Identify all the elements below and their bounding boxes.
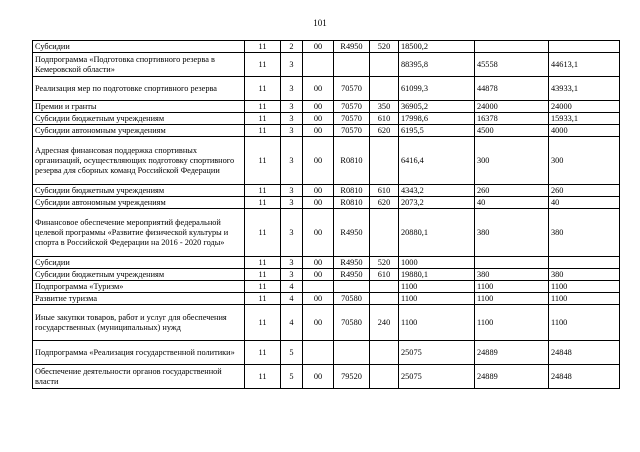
cell-name: Подпрограмма «Реализация государственной политики» (33, 341, 245, 365)
cell-expense-type (370, 365, 399, 389)
cell-amount-year1: 1100 (399, 293, 475, 305)
cell-section: 11 (245, 125, 281, 137)
cell-amount-year3: 380 (549, 269, 620, 281)
cell-program: 00 (303, 41, 334, 53)
table-row (33, 365, 620, 389)
cell-name: Иные закупки товаров, работ и услуг для обеспечения государственных (муниципальных) нужд (33, 305, 245, 341)
cell-amount-year1: 20880,1 (399, 209, 475, 257)
cell-section: 11 (245, 365, 281, 389)
table-row (33, 341, 620, 365)
cell-amount-year1: 61099,3 (399, 77, 475, 101)
cell-amount-year1: 4343,2 (399, 185, 475, 197)
table-row (33, 269, 620, 281)
cell-name: Субсидии бюджетным учреждениям (33, 113, 245, 125)
cell-amount-year1: 36905,2 (399, 101, 475, 113)
cell-expense-type: 610 (370, 113, 399, 125)
cell-section: 11 (245, 41, 281, 53)
cell-section: 11 (245, 269, 281, 281)
cell-section: 11 (245, 113, 281, 125)
cell-amount-year1: 1100 (399, 305, 475, 341)
cell-article: 70570 (334, 113, 370, 125)
cell-program: 00 (303, 257, 334, 269)
cell-expense-type (370, 209, 399, 257)
cell-name: Обеспечение деятельности органов государственной власти (33, 365, 245, 389)
cell-article: R4950 (334, 257, 370, 269)
cell-amount-year2: 380 (475, 269, 549, 281)
cell-amount-year2: 1100 (475, 293, 549, 305)
table-row (33, 137, 620, 185)
cell-program (303, 341, 334, 365)
cell-subsection: 5 (281, 365, 303, 389)
cell-article (334, 53, 370, 77)
cell-amount-year3: 15933,1 (549, 113, 620, 125)
cell-amount-year1: 19880,1 (399, 269, 475, 281)
cell-amount-year3: 40 (549, 197, 620, 209)
cell-article: R4950 (334, 41, 370, 53)
cell-amount-year2: 24000 (475, 101, 549, 113)
cell-subsection: 5 (281, 341, 303, 365)
cell-amount-year2: 300 (475, 137, 549, 185)
cell-expense-type: 520 (370, 257, 399, 269)
cell-section: 11 (245, 185, 281, 197)
cell-name: Подпрограмма «Подготовка спортивного резерва в Кемеровской области» (33, 53, 245, 77)
cell-section: 11 (245, 77, 281, 101)
cell-amount-year1: 2073,2 (399, 197, 475, 209)
cell-amount-year1: 18500,2 (399, 41, 475, 53)
cell-section: 11 (245, 101, 281, 113)
cell-amount-year3: 24848 (549, 341, 620, 365)
cell-expense-type: 240 (370, 305, 399, 341)
table-row (33, 77, 620, 101)
cell-program: 00 (303, 293, 334, 305)
cell-amount-year1: 6195,5 (399, 125, 475, 137)
cell-section: 11 (245, 281, 281, 293)
cell-article (334, 341, 370, 365)
cell-article: 70570 (334, 125, 370, 137)
cell-amount-year1: 88395,8 (399, 53, 475, 77)
cell-amount-year2: 380 (475, 209, 549, 257)
cell-article (334, 281, 370, 293)
table-row (33, 293, 620, 305)
cell-amount-year1: 1100 (399, 281, 475, 293)
cell-amount-year3: 1100 (549, 305, 620, 341)
cell-expense-type (370, 137, 399, 185)
cell-amount-year2: 45558 (475, 53, 549, 77)
cell-subsection: 3 (281, 101, 303, 113)
cell-amount-year3: 4000 (549, 125, 620, 137)
cell-expense-type: 620 (370, 197, 399, 209)
cell-subsection: 3 (281, 113, 303, 125)
cell-expense-type (370, 77, 399, 101)
cell-amount-year2: 44878 (475, 77, 549, 101)
cell-amount-year1: 6416,4 (399, 137, 475, 185)
cell-name: Субсидии (33, 257, 245, 269)
cell-name: Субсидии (33, 41, 245, 53)
cell-expense-type: 610 (370, 185, 399, 197)
cell-subsection: 2 (281, 41, 303, 53)
cell-name: Подпрограмма «Туризм» (33, 281, 245, 293)
table-row (33, 41, 620, 53)
cell-article: R4950 (334, 269, 370, 281)
cell-section: 11 (245, 53, 281, 77)
cell-amount-year3 (549, 41, 620, 53)
cell-subsection: 4 (281, 281, 303, 293)
cell-amount-year2: 1100 (475, 281, 549, 293)
page-number: 101 (313, 18, 327, 28)
cell-amount-year3: 24848 (549, 365, 620, 389)
cell-amount-year3: 44613,1 (549, 53, 620, 77)
cell-name: Субсидии автономным учреждениям (33, 197, 245, 209)
table-row (33, 197, 620, 209)
table-row (33, 101, 620, 113)
cell-article: R0810 (334, 197, 370, 209)
cell-subsection: 3 (281, 209, 303, 257)
cell-amount-year3: 24000 (549, 101, 620, 113)
cell-program: 00 (303, 77, 334, 101)
cell-program (303, 53, 334, 77)
cell-amount-year3: 300 (549, 137, 620, 185)
cell-program: 00 (303, 365, 334, 389)
cell-program: 00 (303, 137, 334, 185)
cell-amount-year2: 1100 (475, 305, 549, 341)
cell-subsection: 4 (281, 305, 303, 341)
table-row (33, 185, 620, 197)
cell-section: 11 (245, 137, 281, 185)
table-row (33, 209, 620, 257)
cell-subsection: 3 (281, 269, 303, 281)
cell-name: Развитие туризма (33, 293, 245, 305)
cell-subsection: 3 (281, 77, 303, 101)
cell-article: R4950 (334, 209, 370, 257)
cell-subsection: 3 (281, 53, 303, 77)
cell-expense-type: 520 (370, 41, 399, 53)
cell-name: Премии и гранты (33, 101, 245, 113)
cell-expense-type: 620 (370, 125, 399, 137)
cell-expense-type: 350 (370, 101, 399, 113)
cell-article: 70580 (334, 305, 370, 341)
cell-article: 70570 (334, 101, 370, 113)
cell-amount-year2: 24889 (475, 341, 549, 365)
cell-program: 00 (303, 185, 334, 197)
cell-name: Финансовое обеспечение мероприятий федеральной целевой программы «Развитие физической культуры и спорта в Российской Федерации на 2016 - 2020 годы» (33, 209, 245, 257)
cell-subsection: 3 (281, 137, 303, 185)
cell-amount-year2: 4500 (475, 125, 549, 137)
cell-program: 00 (303, 101, 334, 113)
cell-expense-type (370, 293, 399, 305)
table-row (33, 113, 620, 125)
cell-name: Субсидии бюджетным учреждениям (33, 185, 245, 197)
cell-section: 11 (245, 341, 281, 365)
cell-section: 11 (245, 197, 281, 209)
cell-amount-year3: 1100 (549, 281, 620, 293)
cell-subsection: 4 (281, 293, 303, 305)
cell-amount-year2: 40 (475, 197, 549, 209)
cell-amount-year2: 16378 (475, 113, 549, 125)
cell-amount-year3: 43933,1 (549, 77, 620, 101)
cell-subsection: 3 (281, 185, 303, 197)
cell-program: 00 (303, 305, 334, 341)
cell-article: 79520 (334, 365, 370, 389)
cell-program: 00 (303, 209, 334, 257)
cell-name: Субсидии автономным учреждениям (33, 125, 245, 137)
cell-amount-year1: 17998,6 (399, 113, 475, 125)
cell-section: 11 (245, 293, 281, 305)
cell-name: Адресная финансовая поддержка спортивных организаций, осуществляющих подготовку спортивного резерва для сборных команд Российской Федерации (33, 137, 245, 185)
cell-program: 00 (303, 197, 334, 209)
cell-program: 00 (303, 269, 334, 281)
cell-expense-type (370, 281, 399, 293)
cell-amount-year3 (549, 257, 620, 269)
cell-amount-year3: 380 (549, 209, 620, 257)
cell-amount-year3: 260 (549, 185, 620, 197)
cell-section: 11 (245, 305, 281, 341)
cell-amount-year2: 260 (475, 185, 549, 197)
budget-table (32, 40, 620, 389)
table-row (33, 53, 620, 77)
cell-section: 11 (245, 257, 281, 269)
cell-name: Субсидии бюджетным учреждениям (33, 269, 245, 281)
cell-subsection: 3 (281, 257, 303, 269)
cell-program: 00 (303, 113, 334, 125)
cell-amount-year3: 1100 (549, 293, 620, 305)
table-body (33, 41, 620, 389)
cell-expense-type (370, 341, 399, 365)
cell-article: R0810 (334, 137, 370, 185)
cell-article: 70580 (334, 293, 370, 305)
cell-amount-year2 (475, 41, 549, 53)
table-row (33, 125, 620, 137)
cell-section: 11 (245, 209, 281, 257)
cell-subsection: 3 (281, 125, 303, 137)
cell-article: R0810 (334, 185, 370, 197)
cell-amount-year1: 1000 (399, 257, 475, 269)
cell-expense-type (370, 53, 399, 77)
cell-name: Реализация мер по подготовке спортивного резерва (33, 77, 245, 101)
table-row (33, 281, 620, 293)
cell-program: 00 (303, 125, 334, 137)
cell-amount-year1: 25075 (399, 365, 475, 389)
cell-amount-year2: 24889 (475, 365, 549, 389)
cell-article: 70570 (334, 77, 370, 101)
table-row (33, 305, 620, 341)
cell-amount-year1: 25075 (399, 341, 475, 365)
cell-program (303, 281, 334, 293)
cell-subsection: 3 (281, 197, 303, 209)
cell-amount-year2 (475, 257, 549, 269)
table-row (33, 257, 620, 269)
cell-expense-type: 610 (370, 269, 399, 281)
